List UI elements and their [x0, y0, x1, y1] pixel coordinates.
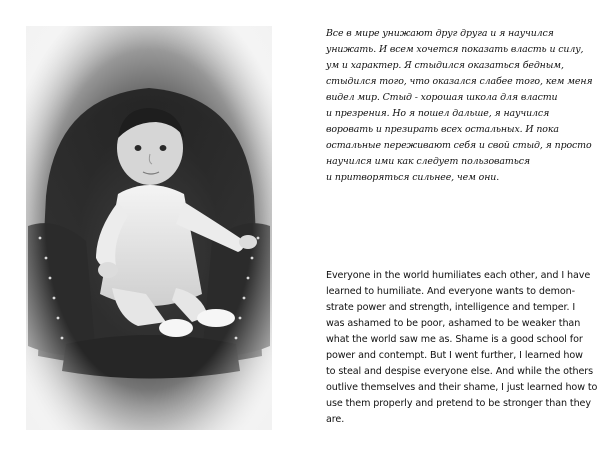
russian-text-line: Все в мире унижают друг друга и я научился: [326, 28, 554, 39]
russian-text-line: ум и характер. Я стыдился оказаться бедным,: [326, 60, 564, 71]
vintage-baby-photo: [26, 26, 272, 430]
english-text-line: what the world saw me as. Shame is a good school for: [326, 334, 583, 345]
russian-text-line: стыдился того, что оказался слабее того, кем меня: [326, 76, 593, 87]
russian-text-block: [326, 26, 593, 186]
russian-text-line: видел мир. Стыд - хорошая школа для власти: [326, 92, 558, 103]
english-text-line: are.: [326, 414, 345, 425]
russian-text-line: и презрения. Но я пошел дальше, я научился: [326, 108, 550, 119]
russian-text-line: унижать. И всем хочется показать власть и силу,: [326, 44, 584, 55]
english-text-line: use them properly and pretend to be stronger than they: [326, 398, 591, 409]
english-text-line: was ashamed to be poor, ashamed to be weaker than: [326, 318, 581, 329]
english-text-line: to steal and despise everyone else. And while the others: [326, 366, 594, 377]
russian-text-line: научился ими как следует пользоваться: [326, 156, 530, 167]
english-text-line: learned to humiliate. And everyone wants to demon-: [326, 286, 576, 297]
english-text-block: [326, 268, 598, 428]
english-text-line: power and contempt. But I went further, I learned how: [326, 350, 583, 361]
english-text-line: strate power and strength, intelligence and temper. I: [326, 302, 576, 313]
english-text-line: Everyone in the world humiliates each other, and I have: [326, 270, 591, 281]
english-text-line: outlive themselves and their shame, I just learned how to: [326, 382, 598, 393]
russian-text-line: остальные переживают себя и свой стыд, я просто: [326, 140, 592, 151]
russian-text-line: и притворяться сильнее, чем они.: [326, 172, 500, 183]
russian-text-line: воровать и презирать всех остальных. И пока: [326, 124, 559, 135]
